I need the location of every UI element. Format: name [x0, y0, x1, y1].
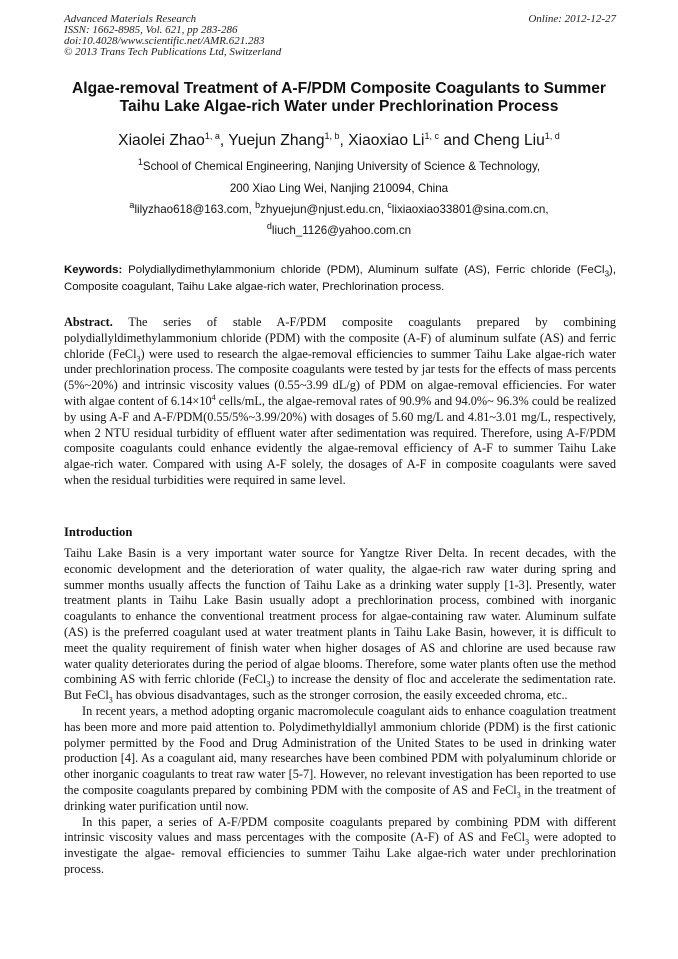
affiliation-line-1 — [0, 157, 678, 174]
paragraph-text: Taihu Lake Basin is a very important water source for Yangtze River Delta. In recent decades, with the economic development and the deterioration of water quality, the algae-rich raw water during spring and summer months usually affects the function of Taihu Lake as a drinking water supply [1-3]. Presently, water treatment plants in Taihu Lake Basin usually adopt a prechlorination process, combined with inorganic coagulants to enhance the conventional treatment process for algae-containing raw water. Aluminum sulfate (AS) is the preferred coagulant used at water treatment plants in Taihu Lake Basin, however, it is difficult to meet the quality requirement of finish water when higher dosages of AS and chlorine are used because raw water quality deteriorates during the period of algae blooms. Therefore, some water plants often use the method combining AS with ferric chloride (FeCl — [64, 546, 616, 687]
paragraph-text: in the treatment of drinking water purification until now. — [64, 782, 616, 813]
paragraph — [64, 546, 616, 704]
introduction-body — [64, 546, 616, 878]
affil-mark: 1 — [137, 157, 143, 168]
author-list — [0, 131, 678, 151]
subscript: 3 — [604, 269, 610, 279]
email-mark: d — [266, 221, 272, 232]
email-line-2 — [0, 221, 678, 238]
affiliation-text: School of Chemical Engineering, Nanjing University of Science & Technology, — [142, 160, 541, 173]
title-line-2: Taihu Lake Algae-rich Water under Prechlorination Process — [119, 98, 559, 115]
author-name: Yuejun Zhang — [228, 132, 325, 149]
author-name: Xiaoxiao Li — [348, 132, 425, 149]
copyright-line: © 2013 Trans Tech Publications Ltd, Switzerland — [64, 46, 282, 58]
author-affil-mark: 1, b — [324, 130, 340, 141]
subscript: 3 — [525, 837, 530, 847]
email-link[interactable]: liuch_1126@yahoo.com.cn — [271, 224, 412, 237]
paragraph-text: In recent years, a method adopting organic macromolecule coagulant aids to enhance coagulation treatment has been more and more paid attention to. Polydimethyldiallyl ammonium chloride (PDM) is the first cationic polymer permitted by the Food and Drug Administration of the United States to be used in drinking water production [4]. As a coagulant aid, many researches have been combined PDM with polyaluminum chloride or other inorganic coagulants to treat raw water [5-7]. However, no relevant investigation has been reported to use the composite coagulants prepared by combining PDM with the composite of AS and FeCl — [64, 703, 616, 797]
paragraph-text: ) to increase the density of floc and accelerate the sedimentation rate. But FeCl — [64, 672, 616, 703]
affiliation-line-2: 200 Xiao Ling Wei, Nanjing 210094, China — [229, 182, 449, 195]
paragraph — [64, 704, 616, 815]
email-link[interactable]: zhyuejun@njust.edu.cn, — [260, 203, 388, 216]
keywords-label: Keywords: — [64, 264, 123, 276]
email-mark: a — [129, 200, 135, 211]
online-date: Online: 2012-12-27 — [528, 13, 616, 25]
issn-line: ISSN: 1662-8985, Vol. 621, pp 283-286 — [64, 24, 238, 36]
keywords-text: ), Composite coagulant, Taihu Lake algae-rich water, Prechlorination process. — [64, 264, 616, 293]
author-name: Xiaolei Zhao — [118, 132, 205, 149]
journal-header — [64, 14, 616, 58]
journal-name: Advanced Materials Research — [64, 13, 197, 25]
email-mark: b — [255, 200, 261, 211]
email-line-1 — [0, 200, 678, 217]
author-name: Cheng Liu — [473, 132, 545, 149]
paper-title — [40, 80, 638, 116]
email-mark: c — [387, 200, 392, 211]
title-line-1: Algae-removal Treatment of A-F/PDM Composite Coagulants to Summer — [71, 80, 607, 97]
doi-line: doi:10.4028/www.scientific.net/AMR.621.283 — [64, 35, 265, 47]
abstract-text: The series of stable A-F/PDM composite coagulants prepared by combining polydiallyldimethylammonium chloride (PDM) with the composite (A-F) of aluminum sulfate (AS) and ferric chloride (FeCl — [64, 315, 616, 361]
section-heading: Introduction — [64, 525, 133, 539]
email-link[interactable]: lilyzhao618@163.com, — [134, 203, 256, 216]
author-separator: , — [339, 132, 349, 149]
abstract-text: ) were used to research the algae-removal efficiencies to summer Taihu Lake algae-rich water under prechlorination process. The composite coagulants were tested by jar tests for the effects of mass percents (5%~20%) and intrinsic viscosity values (0.55~3.99 dL/g) of PDM on algae-removal efficiencies. For water with algae content of 6.14×10 — [64, 346, 617, 408]
author-affil-mark: 1, a — [204, 130, 220, 141]
keywords-text: Polydiallydimethylammonium chloride (PDM), Aluminum sulfate (AS), Ferric chloride (FeCl — [122, 264, 605, 276]
subscript: 3 — [108, 695, 113, 705]
subscript: 3 — [136, 354, 141, 364]
author-affil-mark: 1, d — [544, 130, 560, 141]
paragraph-text: were adopted to investigate the algae- removal efficiencies to summer Taihu Lake algae-rich water under prechlorination process. — [64, 830, 616, 876]
author-affil-mark: 1, c — [424, 130, 440, 141]
subscript: 3 — [266, 679, 271, 689]
paragraph-text: In this paper, a series of A-F/PDM composite coagulants prepared by combining PDM with different intrinsic viscosity values and mass percentages with the composite (A-F) of AS and FeCl — [64, 814, 616, 845]
paragraph-text: has obvious disadvantages, such as the stronger corrosion, the easily exceeded chroma, etc.. — [112, 688, 568, 703]
author-separator: , — [219, 132, 229, 149]
author-separator: and — [439, 132, 474, 149]
paragraph — [64, 815, 616, 878]
email-link[interactable]: lixiaoxiao33801@sina.com.cn, — [391, 203, 549, 216]
abstract-text: cells/mL, the algae-removal rates of 90.9% and 94.0%~ 96.3% could be realized by using A-F and A-F/PDM(0.55/5%~3.99/20%) with dosages of 5.60 mg/L and 4.81~3.01 mg/L, respectively, when 2 NTU residual turbidity of effluent water after sedimentation was required. Therefore, using A-F/PDM composite coagulants could enhance evidently the algae-removal efficiency of A-F to summer Taihu Lake algae-rich water. Compared with using A-F solely, the dosages of A-F in composite coagulants were saved when the residual turbidities were required in same level. — [64, 393, 616, 487]
keywords-block — [64, 262, 616, 296]
superscript: 4 — [211, 392, 216, 402]
subscript: 3 — [516, 790, 521, 800]
abstract-block — [64, 315, 616, 489]
abstract-label: Abstract. — [64, 315, 113, 329]
